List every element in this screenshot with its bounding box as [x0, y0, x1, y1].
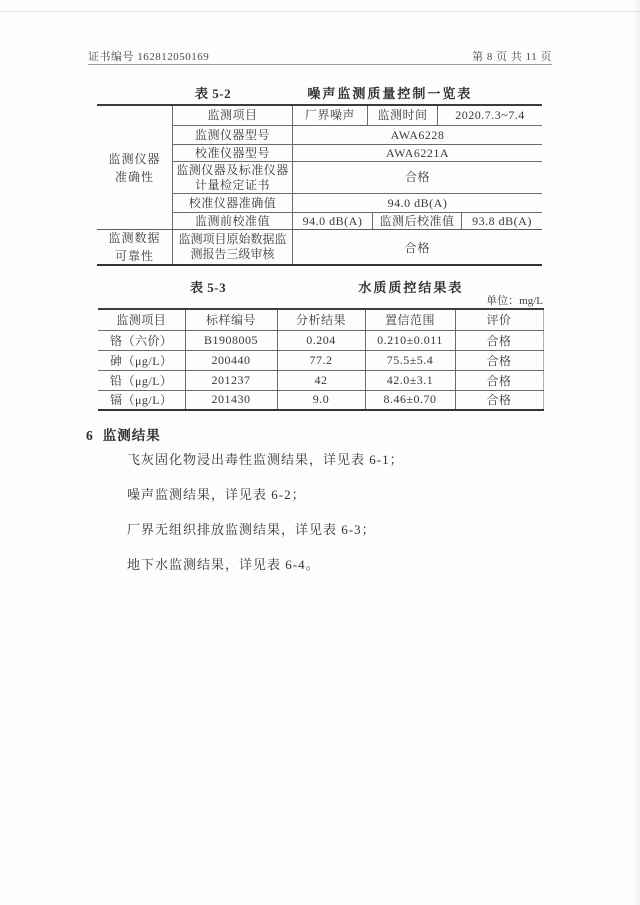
table-5-2-caption [88, 83, 552, 102]
confidence-range-cell: 75.5±5.4 [365, 350, 455, 370]
table-row [172, 194, 542, 213]
monitoring-date-value: 2020.7.3~7.4 [437, 106, 542, 125]
section-6-heading [86, 424, 161, 444]
verification-certificate-value: 合格 [292, 162, 542, 193]
post-calibration-label: 监测后校准值 [372, 213, 461, 229]
label-line: 监测项目原始数据监 [178, 232, 287, 246]
column-header: 监测项目 [98, 309, 185, 330]
monitoring-item-label: 监测项目 [172, 106, 292, 125]
result-cell: 77.2 [277, 350, 365, 370]
monitoring-time-label: 监测时间 [367, 106, 437, 125]
instrument-accuracy-section [97, 106, 542, 230]
accuracy-rows [172, 106, 542, 229]
water-quality-qc-table [98, 308, 544, 411]
data-reliability-section [97, 230, 542, 264]
table-5-3-caption [88, 277, 552, 296]
group-header-instrument-accuracy [97, 106, 172, 229]
column-header: 标样编号 [185, 309, 277, 330]
table-row-chromium [98, 330, 543, 350]
certificate-number-label: 证书编号 162812050169 [88, 51, 210, 63]
table-row-arsenic [98, 350, 543, 370]
table-5-2-number: 表 5-2 [195, 86, 232, 101]
post-calibration-value: 93.8 dB(A) [461, 213, 542, 229]
three-level-review-label [172, 230, 292, 264]
three-level-review-value: 合格 [292, 230, 542, 264]
confidence-range-cell: 42.0±3.1 [365, 370, 455, 390]
parameter-cell: 镉（μg/L） [98, 390, 185, 410]
parameter-cell: 铅（μg/L） [98, 370, 185, 390]
evaluation-cell: 合格 [455, 350, 543, 370]
sample-id-cell: 200440 [185, 350, 277, 370]
calibrator-accuracy-value: 94.0 dB(A) [292, 194, 542, 212]
table-header-row [98, 309, 543, 330]
table-row [172, 126, 542, 145]
result-cell: 9.0 [277, 390, 365, 410]
result-reference-line: 噪声监测结果，详见表 6-2； [127, 487, 306, 502]
instrument-model-value: AWA6228 [292, 126, 542, 144]
result-cell: 0.204 [277, 330, 365, 350]
sample-id-cell: 201237 [185, 370, 277, 390]
table-5-3-number: 表 5-3 [190, 280, 227, 295]
header-divider [88, 64, 552, 65]
calibrator-model-value: AWA6221A [292, 145, 542, 161]
section-number: 6 [86, 428, 94, 443]
table-row [172, 106, 542, 126]
section-title: 监测结果 [102, 428, 161, 443]
parameter-cell: 砷（μg/L） [98, 350, 185, 370]
label-line: 监测仪器及标准仪器 [176, 162, 289, 177]
calibrator-model-label: 校准仪器型号 [172, 145, 292, 161]
evaluation-cell: 合格 [455, 390, 543, 410]
result-reference-line: 地下水监测结果，详见表 6-4。 [127, 557, 320, 572]
group-header-line: 可靠性 [114, 249, 154, 263]
group-header-line: 监测数据 [108, 231, 161, 245]
label-line: 测报告三级审核 [190, 247, 275, 261]
table-row-lead [98, 370, 543, 390]
confidence-range-cell: 8.46±0.70 [365, 390, 455, 410]
pre-calibration-label: 监测前校准值 [172, 213, 292, 229]
column-header: 评价 [455, 309, 543, 330]
column-header: 分析结果 [277, 309, 365, 330]
group-header-line: 准确性 [114, 169, 154, 184]
sample-id-cell: B1908005 [185, 330, 277, 350]
table-row [172, 162, 542, 194]
scan-artifact-right [633, 0, 640, 905]
noise-qc-table [97, 104, 542, 266]
page-number-label: 第 8 页 共 11 页 [472, 51, 552, 63]
table-row-cadmium [98, 390, 543, 410]
result-reference-line: 厂界无组织排放监测结果，详见表 6-3； [127, 522, 376, 537]
confidence-range-cell: 0.210±0.011 [365, 330, 455, 350]
verification-certificate-label [172, 162, 292, 193]
group-header-line: 监测仪器 [108, 151, 161, 166]
page-header [88, 48, 552, 64]
result-reference-line: 飞灰固化物浸出毒性监测结果，详见表 6-1； [127, 452, 404, 467]
table-row [172, 145, 542, 162]
parameter-cell: 铬（六价） [98, 330, 185, 350]
scan-artifact-top [0, 11, 640, 12]
pre-calibration-value: 94.0 dB(A) [292, 213, 372, 229]
sample-id-cell: 201430 [185, 390, 277, 410]
factory-noise-value: 厂界噪声 [292, 106, 367, 125]
section-6-body [127, 452, 547, 592]
label-line: 计量检定证书 [194, 177, 270, 192]
column-header: 置信范围 [365, 309, 455, 330]
result-cell: 42 [277, 370, 365, 390]
group-header-data-reliability [97, 230, 172, 264]
calibrator-accuracy-label: 校准仪器准确值 [172, 194, 292, 212]
table-row [172, 213, 542, 229]
unit-label: 单位：mg/L [486, 295, 543, 307]
evaluation-cell: 合格 [455, 370, 543, 390]
table-5-3-title: 水质质控结果表 [358, 280, 464, 295]
table-5-2-title: 噪声监测质量控制一览表 [307, 86, 473, 101]
instrument-model-label: 监测仪器型号 [172, 126, 292, 144]
evaluation-cell: 合格 [455, 330, 543, 350]
